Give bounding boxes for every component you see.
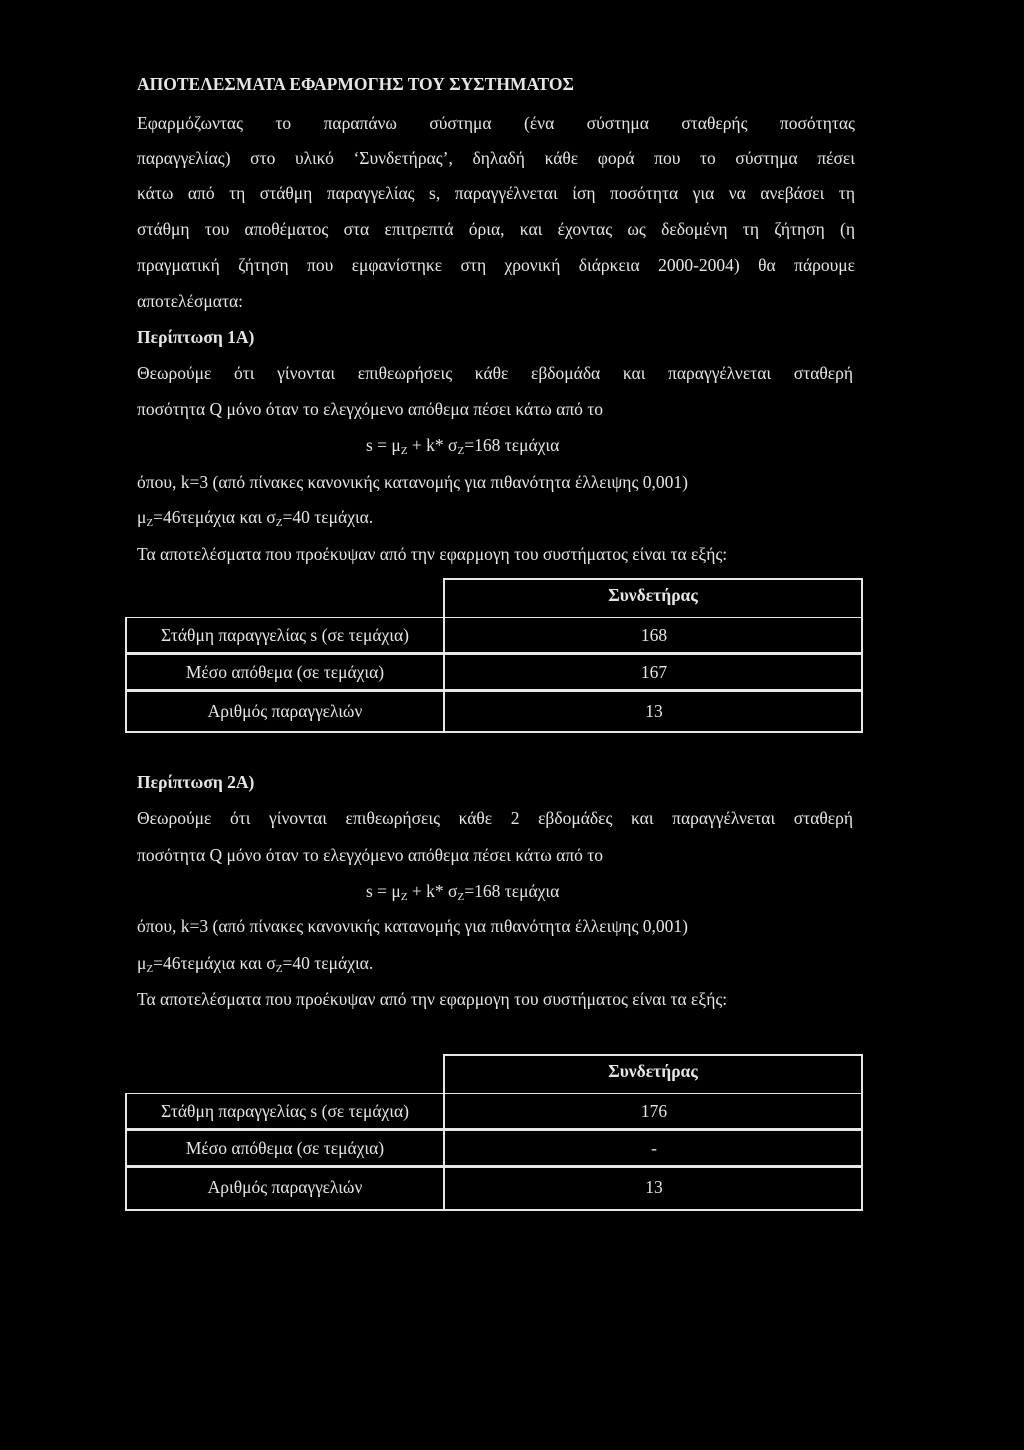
case1-results-table <box>125 578 863 734</box>
table-row <box>125 1093 863 1130</box>
table-row <box>125 617 863 654</box>
case2-where: όπου, k=3 (από πίνακες κανονικής κατανομής για πιθανότητα έλλειψης 0,001) <box>137 916 688 936</box>
row-label: Αριθμός παραγγελιών <box>127 1168 445 1209</box>
case2-line-1: Θεωρούμε ότι γίνονται επιθεωρήσεις κάθε 2 εβδομάδες και παραγγέλνεται σταθερή <box>137 808 853 828</box>
row-value: 168 <box>640 625 668 645</box>
case2-formula: $s = \mu_Z + k*$ $\sigma_Z=168$ τεμάχια <box>366 881 560 903</box>
intro-line-3: κάτω από τη στάθμη παραγγελίας s, παραγγέλνεται ίση ποσότητα για να ανεβάσει τη <box>137 183 855 203</box>
intro-line-5: πραγματική ζήτηση που εμφανίστηκε στη χρονική διάρκεια 2000-2004) θα πάρουμε <box>137 255 855 275</box>
intro-line-6: αποτελέσματα: <box>137 291 244 311</box>
intro-line-2: παραγγελίας) στο υλικό ‘Συνδετήρας’, δηλαδή κάθε φορά που το σύστημα πέσει <box>137 148 855 168</box>
row-value: - <box>651 1138 657 1158</box>
case2-mu-sigma: $\mu_Z=46\tau\varepsilon\mu ά\chi\iota\alpha$ και $\sigma_Z=40$ τεμάχια. <box>137 953 374 975</box>
case2-results-intro: Τα αποτελέσματα που προέκυψαν από την εφαρμογη του συστήματος είναι τα εξής: <box>137 989 728 1009</box>
row-label: Στάθμη παραγγελίας s (σε τεμάχια) <box>127 1094 445 1128</box>
row-value: 176 <box>640 1101 668 1121</box>
row-value: 13 <box>645 701 663 721</box>
row-value: 167 <box>640 662 668 682</box>
case2-results-table <box>125 1054 863 1212</box>
case1-formula: $s = \mu_Z + k*$ $\sigma_Z=168$ τεμάχια <box>366 435 560 457</box>
case1-line-2: ποσότητα Q μόνο όταν το ελεγχόμενο απόθεμα πέσει κάτω από το <box>137 399 604 419</box>
row-label: Αριθμός παραγγελιών <box>127 692 445 731</box>
case1-line-1: Θεωρούμε ότι γίνονται επιθεωρήσεις κάθε εβδομάδα και παραγγέλνεται σταθερή <box>137 363 853 383</box>
case1-results-intro: Τα αποτελέσματα που προέκυψαν από την εφαρμογη του συστήματος είναι τα εξής: <box>137 544 728 564</box>
case1-title: Περίπτωση 1Α) <box>137 327 255 347</box>
row-label: Μέσο απόθεμα (σε τεμάχια) <box>127 1131 445 1165</box>
case1-mu-sigma: $\mu_Z=46\tau\varepsilon\mu ά\chi\iota\alpha$ και $\sigma_Z=40$ τεμάχια. <box>137 507 374 529</box>
section-heading: ΑΠΟΤΕΛΕΣΜΑΤΑ ΕΦΑΡΜΟΓΗΣ ΤΟΥ ΣΥΣΤΗΜΑΤΟΣ <box>137 74 574 94</box>
intro-line-4: στάθμη του αποθέματος στα επιτρεπτά όρια, και έχοντας ως δεδομένη τη ζήτηση (η <box>137 219 855 239</box>
table-row <box>125 691 863 733</box>
case2-title: Περίπτωση 2Α) <box>137 772 255 792</box>
row-value: 13 <box>645 1177 663 1197</box>
table-row <box>125 1167 863 1211</box>
row-label: Στάθμη παραγγελίας s (σε τεμάχια) <box>127 618 445 652</box>
table-header-cell: Συνδετήρας <box>443 1054 863 1093</box>
table-header-cell: Συνδετήρας <box>443 578 863 617</box>
table-row <box>125 654 863 691</box>
case1-where: όπου, k=3 (από πίνακες κανονικής κατανομής για πιθανότητα έλλειψης 0,001) <box>137 472 688 492</box>
row-label: Μέσο απόθεμα (σε τεμάχια) <box>127 655 445 689</box>
case2-line-2: ποσότητα Q μόνο όταν το ελεγχόμενο απόθεμα πέσει κάτω από το <box>137 845 604 865</box>
intro-line-1: Εφαρμόζωντας το παραπάνω σύστημα (ένα σύστημα σταθερής ποσότητας <box>137 113 855 133</box>
table-row <box>125 1130 863 1167</box>
